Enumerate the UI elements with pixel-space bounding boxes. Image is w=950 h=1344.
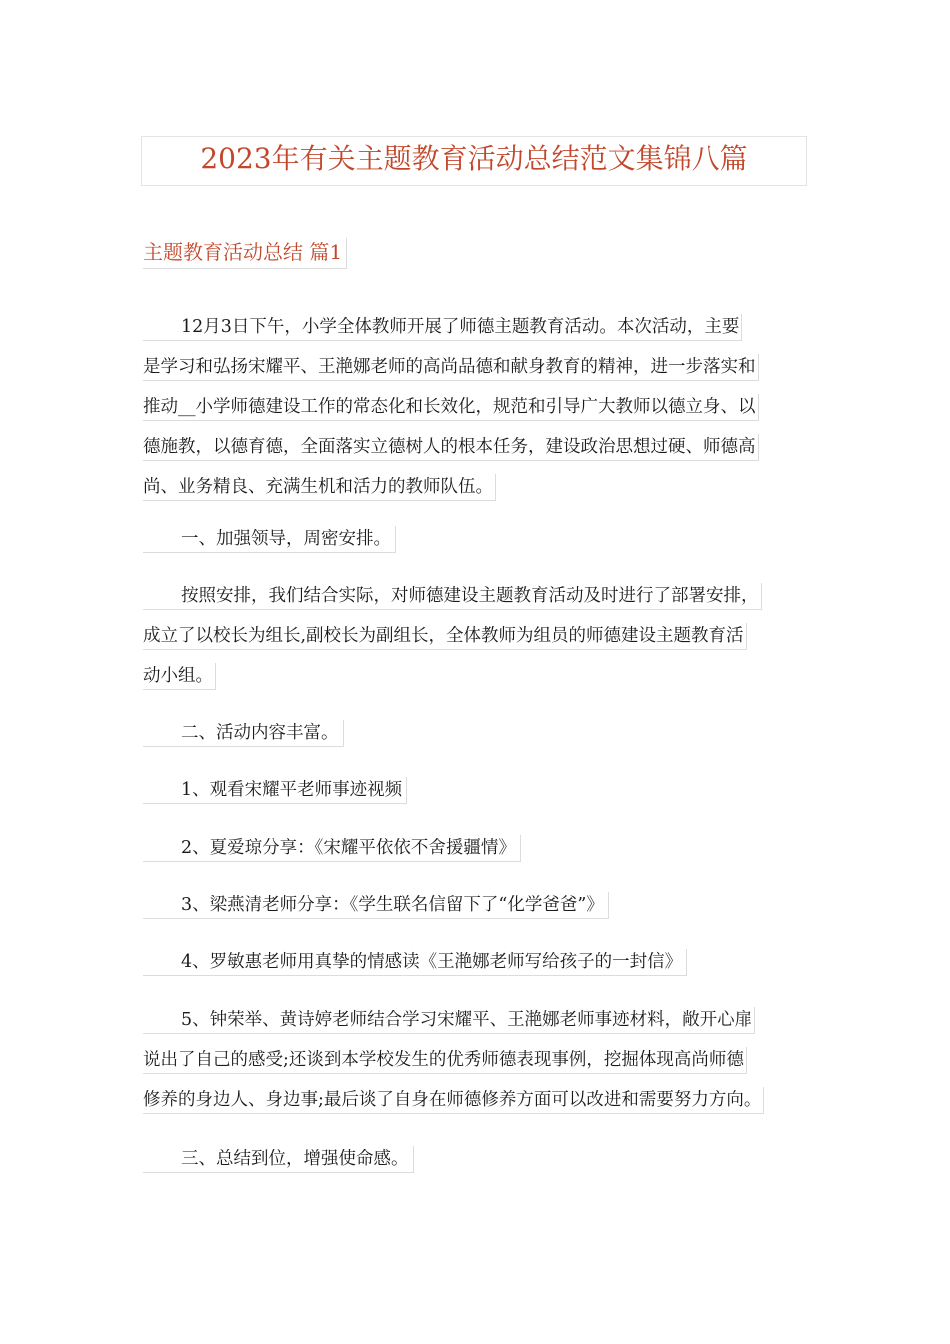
arrangement-paragraph [143,576,807,696]
list-item: 4、罗敏惠老师用真挚的情感读《王滟娜老师写给孩子的一封信》 [143,949,687,976]
intro-paragraph [143,307,807,507]
paragraph-line: 5、钟荣举、黄诗婷老师结合学习宋耀平、王滟娜老师事迹材料，敞开心扉 [143,1007,755,1034]
heading-three: 三、总结到位，增强使命感。 [143,1146,414,1173]
list-item: 3、梁燕清老师分享：《学生联名信留下了“化学爸爸”》 [143,892,609,919]
paragraph-line: 按照安排，我们结合实际，对师德建设主题教育活动及时进行了部署安排， [143,583,762,610]
paragraph-line: 12月3日下午，小学全体教师开展了师德主题教育活动。本次活动，主要 [143,314,742,341]
page-title: 2023年有关主题教育活动总结范文集锦八篇 [141,136,807,186]
paragraph-line: 说出了自己的感受;还谈到本学校发生的优秀师德表现事例，挖掘体现高尚师德 [143,1047,747,1074]
paragraph-line: 成立了以校长为组长,副校长为副组长，全体教师为组员的师德建设主题教育活 [143,623,747,650]
section-heading: 主题教育活动总结 篇1 [143,238,347,269]
list-item: 2、夏爱琼分享：《宋耀平依依不舍援疆情》 [143,835,521,862]
paragraph-line: 尚、业务精良、充满生机和活力的教师队伍。 [143,474,496,501]
paragraph-line: 动小组。 [143,663,216,690]
paragraph-line: 德施教，以德育德，全面落实立德树人的根本任务，建设政治思想过硬、师德高 [143,434,759,461]
item-five-paragraph [143,1000,807,1120]
paragraph-line: 修养的身边人、身边事;最后谈了自身在师德修养方面可以改进和需要努力方向。 [143,1087,764,1114]
paragraph-line: 是学习和弘扬宋耀平、王滟娜老师的高尚品德和献身教育的精神，进一步落实和 [143,354,759,381]
heading-two: 二、活动内容丰富。 [143,720,344,747]
list-item: 1、观看宋耀平老师事迹视频 [143,777,407,804]
paragraph-line: 推动__小学师德建设工作的常态化和长效化，规范和引导广大教师以德立身、以 [143,394,759,421]
heading-one: 一、加强领导，周密安排。 [143,526,396,553]
